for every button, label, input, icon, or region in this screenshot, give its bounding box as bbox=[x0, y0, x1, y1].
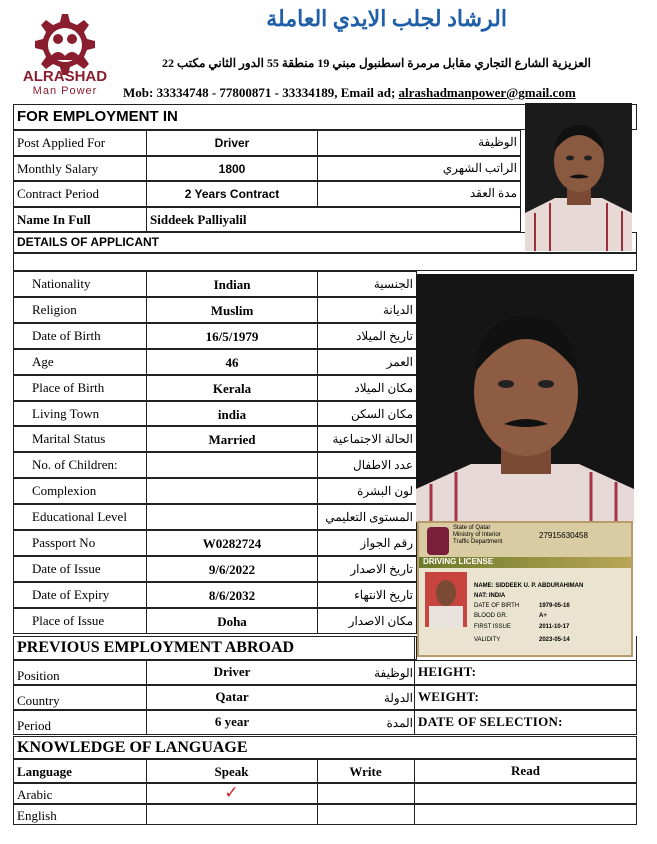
logo-sub: Man Power bbox=[32, 85, 98, 97]
employment-row-label: Post Applied For bbox=[17, 135, 106, 150]
applicant-row-arabic: مكان الاصدار bbox=[348, 614, 413, 628]
applicant-row-value: Kerala bbox=[212, 381, 252, 396]
license-banner-text: DRIVING LICENSE bbox=[423, 557, 494, 566]
license-dob-label: DATE OF BIRTH bbox=[474, 603, 520, 609]
previous-row-arabic: المدة bbox=[386, 716, 413, 730]
logo-name: ALRASHAD bbox=[22, 68, 108, 85]
applicant-row-label: Place of Issue bbox=[32, 613, 105, 628]
company-contact bbox=[123, 85, 576, 101]
employment-row-arabic: مدة العقد bbox=[469, 186, 517, 200]
previous-row-label: Period bbox=[17, 718, 51, 733]
language-name-english: English bbox=[17, 808, 57, 823]
previous-section-title: PREVIOUS EMPLOYMENT ABROAD bbox=[17, 639, 295, 656]
arabic-speak-checkmark-icon: ✓ bbox=[224, 783, 239, 802]
applicant-row-value: 8/6/2032 bbox=[208, 588, 256, 603]
applicant-row-arabic: لون البشرة bbox=[357, 484, 413, 498]
language-header-write: Write bbox=[349, 764, 382, 779]
applicant-row-value: W0282724 bbox=[202, 536, 262, 551]
license-photo bbox=[425, 572, 467, 627]
applicant-row-label: Date of Birth bbox=[32, 328, 101, 343]
applicant-row-arabic: الجنسية bbox=[373, 277, 413, 291]
applicant-row-value: Indian bbox=[213, 277, 251, 292]
language-section-title: KNOWLEDGE OF LANGUAGE bbox=[17, 739, 248, 756]
applicant-portrait-large-icon bbox=[416, 274, 634, 522]
qatar-emblem-icon bbox=[427, 527, 449, 555]
name-label: Name In Full bbox=[17, 212, 91, 227]
applicant-row-divider bbox=[146, 478, 318, 504]
applicant-row-label: Marital Status bbox=[32, 431, 106, 446]
employment-section-title: FOR EMPLOYMENT IN bbox=[17, 108, 178, 125]
applicant-row-arabic: الديانة bbox=[382, 303, 413, 317]
company-address: العزيزية الشارع التجاري مقابل مرمرة اسطنبول مبني 19 منطقة 55 الدور الثاني مكتب 22 bbox=[161, 56, 591, 70]
license-validity-label: VALIDITY bbox=[474, 637, 501, 643]
language-row-arabic bbox=[13, 783, 637, 804]
license-country: State of Qatar bbox=[453, 525, 491, 531]
contact-phones: Mob: 33334748 - 77800871 - 33334189, Email ad; bbox=[123, 85, 399, 100]
applicant-row-value: Married bbox=[208, 432, 256, 447]
previous-row-value: 6 year bbox=[214, 714, 250, 729]
license-blood: A+ bbox=[539, 613, 547, 619]
applicant-row-arabic: تاريخ الميلاد bbox=[356, 329, 413, 343]
language-header-read: Read bbox=[511, 763, 540, 778]
applicant-row-value: 46 bbox=[225, 355, 239, 370]
employment-row-label: Contract Period bbox=[17, 186, 99, 201]
license-ministry: Ministry of Interior bbox=[453, 532, 501, 538]
applicant-row-arabic: المستوى التعليمي bbox=[325, 510, 413, 524]
applicant-row-arabic: الحالة الاجتماعية bbox=[332, 432, 413, 446]
license-dob: 1979-05-16 bbox=[539, 603, 570, 609]
applicant-row-label: Living Town bbox=[32, 406, 100, 421]
previous-row-value: Qatar bbox=[215, 689, 249, 704]
applicant-row-label: Complexion bbox=[32, 483, 97, 498]
license-id: 27915630458 bbox=[539, 531, 588, 540]
applicant-row-divider bbox=[146, 504, 318, 530]
applicant-portrait-icon bbox=[525, 103, 632, 251]
applicant-row-arabic: تاريخ الانتهاء bbox=[354, 588, 413, 602]
license-first-issue-label: FIRST ISSUE bbox=[474, 624, 511, 630]
applicant-row-label: Place of Birth bbox=[32, 380, 105, 395]
applicant-row-label: Passport No bbox=[32, 535, 96, 550]
name-divider bbox=[146, 207, 147, 232]
applicant-row-value: Muslim bbox=[210, 303, 254, 318]
details-title: DETAILS OF APPLICANT bbox=[17, 235, 159, 249]
previous-row-label: Country bbox=[17, 693, 60, 708]
applicant-row-value: india bbox=[217, 407, 247, 422]
large-photo bbox=[416, 274, 634, 522]
applicant-row-value: 9/6/2022 bbox=[208, 562, 256, 577]
previous-row-arabic: الدولة bbox=[383, 691, 413, 705]
language-header-language: Language bbox=[17, 764, 72, 779]
applicant-row-label: Date of Issue bbox=[32, 561, 101, 576]
name-value: Siddeek Palliyalil bbox=[150, 212, 247, 227]
applicant-row-label: Age bbox=[32, 354, 54, 369]
applicant-row-value: 16/5/1979 bbox=[205, 329, 259, 344]
license-blood-label: BLOOD GR. bbox=[474, 613, 508, 619]
employment-row-value: 2 Years Contract bbox=[184, 187, 280, 201]
license-nat: NAT: INDIA bbox=[474, 593, 506, 599]
applicant-row-arabic: مكان السكن bbox=[351, 407, 413, 421]
applicant-row-arabic: تاريخ الاصدار bbox=[350, 562, 413, 576]
employment-row-value: 1800 bbox=[218, 162, 246, 176]
license-department: Traffic Department bbox=[453, 539, 503, 545]
language-name-arabic: Arabic bbox=[17, 787, 53, 802]
small-photo bbox=[525, 103, 632, 251]
applicant-row-label: Educational Level bbox=[32, 509, 127, 524]
contact-email-link[interactable]: alrashadmanpower@gmail.com bbox=[398, 85, 576, 100]
spacer-row bbox=[13, 253, 637, 271]
applicant-row-divider bbox=[146, 452, 318, 478]
previous-row-right-field: HEIGHT: bbox=[418, 664, 477, 679]
company-logo bbox=[10, 10, 120, 100]
applicant-row-label: Religion bbox=[32, 302, 77, 317]
applicant-row-arabic: عدد الاطفال bbox=[353, 458, 413, 472]
previous-row-right-field: DATE OF SELECTION: bbox=[418, 714, 563, 729]
applicant-row-arabic: رقم الجواز bbox=[360, 536, 413, 550]
employment-row-arabic: الراتب الشهري bbox=[442, 161, 517, 175]
applicant-row-arabic: العمر bbox=[386, 355, 413, 369]
previous-spacer bbox=[414, 636, 637, 660]
language-header-speak: Speak bbox=[214, 764, 249, 779]
employment-row-arabic: الوظيفة bbox=[478, 135, 517, 149]
applicant-row-label: Nationality bbox=[32, 276, 91, 291]
employment-row-value: Driver bbox=[214, 136, 250, 150]
license-header-band bbox=[419, 523, 631, 559]
applicant-row-value: Doha bbox=[217, 614, 247, 629]
applicant-row-label: Date of Expiry bbox=[32, 587, 110, 602]
applicant-row-label: No. of Children: bbox=[32, 457, 118, 472]
previous-row-value: Driver bbox=[213, 664, 251, 679]
previous-row-label: Position bbox=[17, 668, 60, 683]
language-row-english bbox=[13, 804, 637, 825]
employment-row-label: Monthly Salary bbox=[17, 161, 99, 176]
previous-row-right-field: WEIGHT: bbox=[418, 689, 480, 704]
company-title-arabic: الرشاد لجلب الايدي العاملة bbox=[266, 6, 507, 31]
license-first-issue: 2011-10-17 bbox=[539, 624, 570, 630]
license-validity: 2023-05-14 bbox=[539, 637, 570, 643]
previous-row-arabic: الوظيفة bbox=[374, 666, 413, 680]
license-name: NAME: SIDDEEK U. P. ABDURAHIMAN bbox=[474, 583, 584, 589]
applicant-row-arabic: مكان الميلاد bbox=[354, 381, 413, 395]
